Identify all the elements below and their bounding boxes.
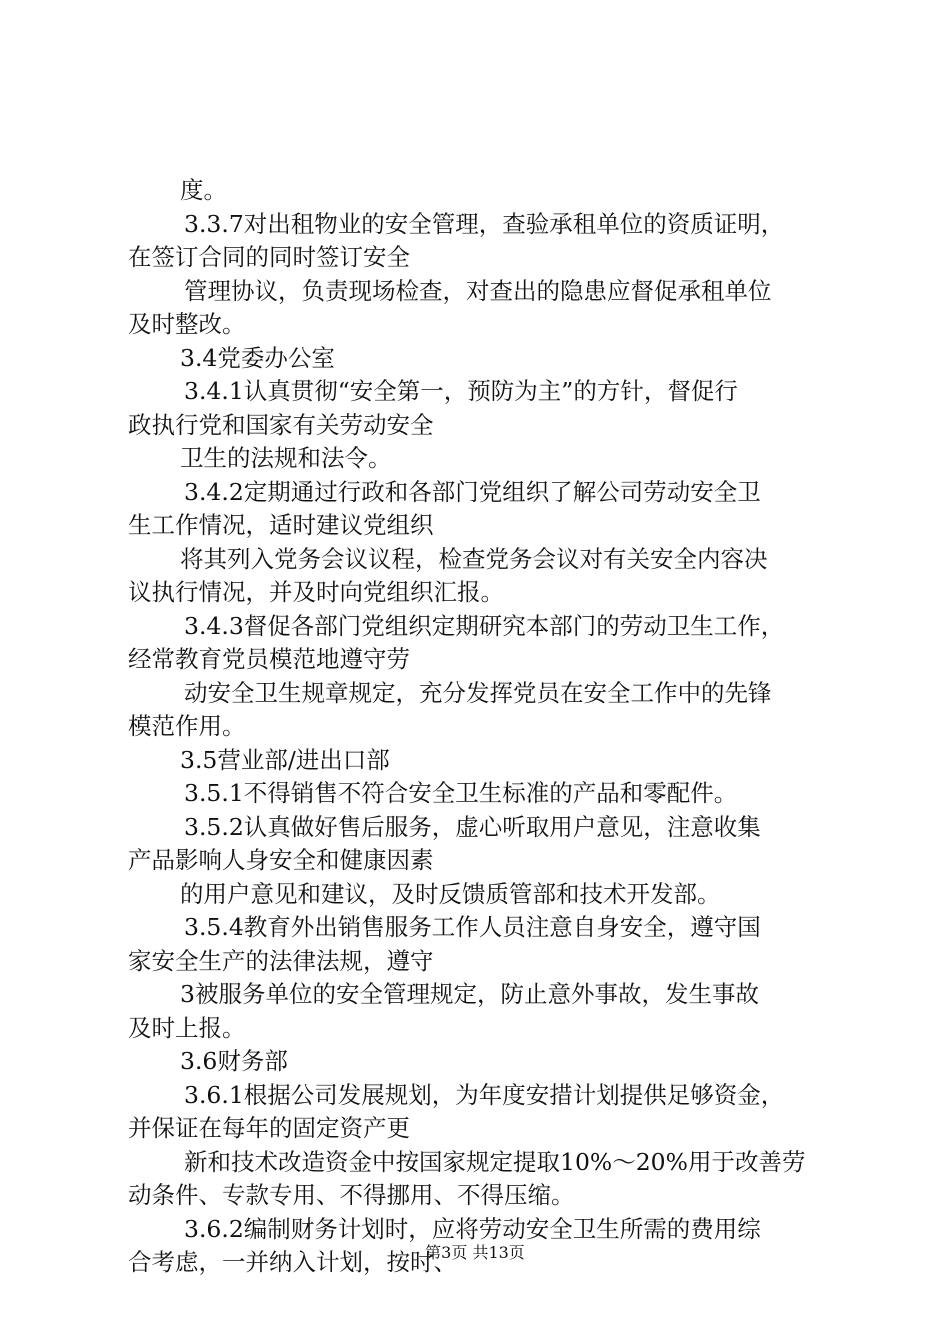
text-line: 3.4党委办公室 bbox=[180, 343, 335, 372]
text-line: 动条件、专款专用、不得挪用、不得压缩。 bbox=[128, 1181, 575, 1209]
text-line: 经常教育党员模范地遵守劳 bbox=[128, 645, 410, 673]
text-line: 3.5.4教育外出销售服务工作人员注意自身安全，遵守国 bbox=[184, 913, 761, 941]
text-line: 度。 bbox=[180, 176, 227, 204]
text-line: 在签订合同的同时签订安全 bbox=[128, 243, 410, 271]
text-line: 3.6财务部 bbox=[180, 1047, 288, 1075]
text-line: 3.6.1根据公司发展规划，为年度安措计划提供足够资金， bbox=[184, 1080, 785, 1109]
text-line: 动安全卫生规章规定，充分发挥党员在安全工作中的先锋 bbox=[184, 678, 772, 707]
text-line: 卫生的法规和法令。 bbox=[180, 444, 392, 472]
text-line: 3.4.3督促各部门党组织定期研究本部门的劳动卫生工作， bbox=[184, 611, 785, 640]
text-line: 新和技术改造资金中按国家规定提取10%～20%用于改善劳 bbox=[184, 1147, 806, 1176]
text-line: 3.4.1认真贯彻“安全第一，预防为主”的方针，督促行 bbox=[184, 377, 738, 405]
text-line: 3.3.7对出租物业的安全管理，查验承租单位的资质证明， bbox=[184, 209, 785, 238]
text-line: 生工作情况，适时建议党组织 bbox=[128, 511, 434, 539]
text-line: 模范作用。 bbox=[128, 712, 246, 740]
text-line: 3.6.2编制财务计划时，应将劳动安全卫生所需的费用综 bbox=[184, 1214, 761, 1243]
text-line: 及时整改。 bbox=[128, 310, 246, 338]
text-line: 3被服务单位的安全管理规定，防止意外事故，发生事故 bbox=[180, 980, 759, 1008]
page-footer: 第3页 共13页 bbox=[425, 1243, 525, 1262]
text-line: 管理协议，负责现场检查，对查出的隐患应督促承租单位 bbox=[184, 276, 772, 305]
text-line: 家安全生产的法律法规，遵守 bbox=[128, 946, 434, 975]
text-line: 3.5营业部/进出口部 bbox=[180, 745, 390, 774]
text-line: 的用户意见和建议，及时反馈质管部和技术开发部。 bbox=[180, 879, 721, 908]
text-line: 合考虑，一并纳入计划，按时、 bbox=[128, 1248, 457, 1276]
text-line: 3.4.2定期通过行政和各部门党组织了解公司劳动安全卫 bbox=[184, 477, 761, 506]
text-line: 将其列入党务会议议程，检查党务会议对有关安全内容决 bbox=[180, 544, 768, 573]
text-line: 议执行情况，并及时向党组织汇报。 bbox=[128, 578, 504, 606]
text-line: 及时上报。 bbox=[128, 1013, 246, 1042]
text-line: 3.5.2认真做好售后服务，虚心听取用户意见，注意收集 bbox=[184, 812, 761, 841]
text-line: 政执行党和国家有关劳动安全 bbox=[128, 410, 434, 439]
document-body bbox=[128, 174, 840, 1280]
text-line: 产品影响人身安全和健康因素 bbox=[128, 846, 434, 874]
text-line: 3.5.1不得销售不符合安全卫生标准的产品和零配件。 bbox=[184, 779, 738, 807]
text-line: 并保证在每年的固定资产更 bbox=[128, 1114, 410, 1142]
